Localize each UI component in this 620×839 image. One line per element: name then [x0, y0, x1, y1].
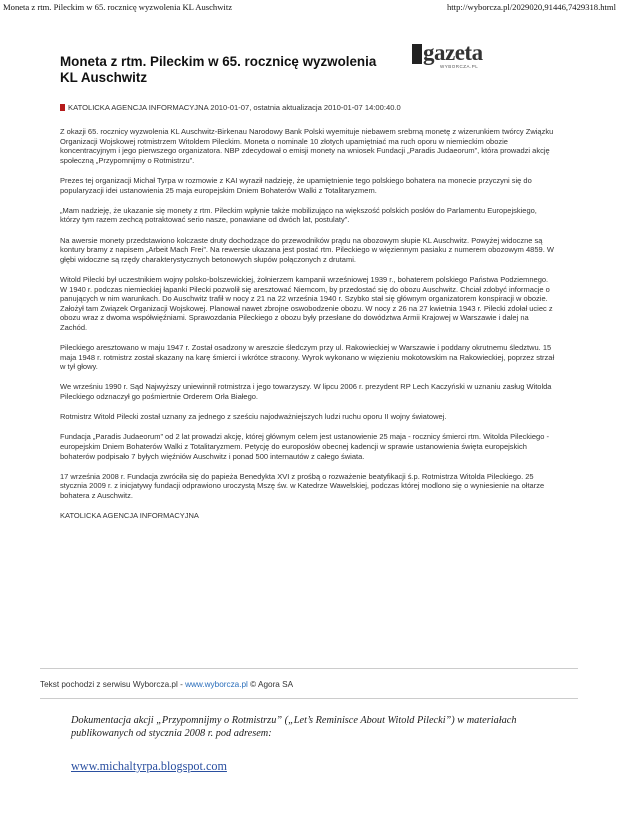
- paragraph: Prezes tej organizacji Michał Tyrpa w rozmowie z KAI wyraził nadzieję, że upamiętnienie tego polskiego bohatera na monecie przyczyni się do popularyzacji idei ustanowienia 25 maja europejskim Dniem Bohaterów Walki z Totalitaryzmem.: [60, 175, 532, 195]
- print-header: [0, 0, 620, 14]
- article-title: Moneta z rtm. Pileckim w 65. rocznicę wyzwolenia KL Auschwitz: [60, 54, 377, 85]
- print-url: http://wyborcza.pl/2029020,91446,7429318.html: [447, 2, 616, 12]
- paragraph: „Mam nadzieję, że ukazanie się monety z rtm. Pileckim wpłynie także mobilizująco na większość polskich posłów do Parlamentu Europejskiego, którzy tym razem zechcą potraktować serio nasze, ponawiane od dwóch lat, postulaty”.: [60, 205, 537, 225]
- documentation-note: Dokumentacja akcji „Przypomnijmy o Rotmistrzu” („Let’s Reminisce About Witold Pilecki”) w materiałach publikowanych od stycznia 2008 r. pod adresem:: [71, 715, 517, 739]
- paragraph: Pileckiego aresztowano w maju 1947 r. Został osadzony w areszcie śledczym przy ul. Rakowieckiej w Warszawie i poddany okrutnemu śledztwu. 15 maja 1948 r. rotmistrz został skazany na karę śmierci i wkrótce stracony. Wyrok wykonano w więzieniu mokotowskim na Rakowieckiej, poprzez strzał w tył głowy.: [60, 343, 555, 372]
- divider: [40, 698, 578, 699]
- paragraph: Z okazji 65. rocznicy wyzwolenia KL Auschwitz-Birkenau Narodowy Bank Polski wyemituje niebawem srebrną monetę z wizerunkiem twórcy Związku Organizacji Wojskowej rotmistrzem Witoldem Pileckim. Moneta o nominale 10 złotych upamiętniać ma ruch oporu w niemieckim obozie koncentracyjnym i jego pierwszego organizatora. NBP zdecydował o emisji monety na wniosek Fundacji „Paradis Judaeorum”, która prowadzi akcję społeczną „Przypomnijmy o Rotmistrzu”.: [60, 127, 554, 165]
- gazeta-logo: [412, 40, 484, 76]
- logo-word: gazeta: [423, 40, 483, 65]
- article-meta: [60, 103, 401, 112]
- paragraph: Na awersie monety przedstawiono kolczaste druty dochodzące do przewodników prądu na obozowym słupie KL Auschwitz. Powyżej widoczne są kontury bramy z napisem „Arbeit Mach Frei”. Na rewersie ukazana jest postać rtm. Pileckiego w więziennym pasiaku z numerem obozowym 4859. W głębi widoczne są rzędy charakterystycznych betonowych słupów połączonych z drutami.: [60, 235, 554, 264]
- logo-block-icon: [412, 44, 422, 64]
- article-body: [60, 127, 555, 531]
- source-prefix: Tekst pochodzi z serwisu Wyborcza.pl -: [40, 680, 186, 689]
- article-source-agency: KATOLICKA AGENCJA INFORMACYJNA: [60, 511, 199, 521]
- source-suffix: © Agora SA: [247, 680, 294, 689]
- logo-subtext: WYBORCZA.PL: [440, 64, 479, 69]
- meta-marker-icon: [60, 104, 65, 111]
- divider: [40, 668, 578, 669]
- print-page-title: Moneta z rtm. Pileckim w 65. rocznicę wyzwolenia KL Auschwitz: [3, 2, 233, 12]
- paragraph: Rotmistrz Witold Pilecki został uznany za jednego z sześciu najodważniejszych ludzi ruchu oporu II wojny światowej.: [60, 412, 447, 422]
- source-line: [40, 680, 293, 689]
- paragraph: Witold Pilecki był uczestnikiem wojny polsko-bolszewickiej, żołnierzem kampanii wrześniowej 1939 r., bohaterem polskiego Państwa Podziemnego. W 1940 r. podczas niemieckiej łapanki Pilecki pozwolił się aresztować Niemcom, by przedostać się do obozu Auschwitz. Chciał zdobyć informacje o panujących w nim warunkach. Do Auschwitz trafił w nocy z 21 na 22 września 1940 r. Szybko stał się głównym organizatorem konspiracji w obozie. Założył tam Związek Organizacji Wojskowej. Planował nawet zbrojne oswobodzenie obozu. W nocy z 26 na 27 kwietnia 1943 r. Pilecki zdołał uciec z obozu wraz z dwoma współwięźniami. Sprawozdania Pileckiego z obozu były przesłane do dowództwa Armii Krajowej w Warszawie i dalej na Zachód.: [60, 274, 553, 332]
- paragraph: 17 września 2008 r. Fundacja zwróciła się do papieża Benedykta XVI z prośbą o rozważenie beatyfikacji ś.p. Rotmistrza Witolda Pileckiego. 25 stycznia 2009 r. z inicjatywy fundacji odprawiono uroczystą Mszę św. w Katedrze Wawelskiej, podczas której modlono się o wyniesienie na ołtarze bohatera z Auschwitz.: [60, 471, 545, 500]
- blog-link[interactable]: www.michaltyrpa.blogspot.com: [71, 759, 227, 773]
- wyborcza-link[interactable]: www.wyborcza.pl: [185, 680, 248, 689]
- paragraph: We wrześniu 1990 r. Sąd Najwyższy uniewinnił rotmistrza i jego towarzyszy. W lipcu 2006 r. prezydent RP Lech Kaczyński w uznaniu zasług Witolda Pileckiego odznaczył go pośmiertnie Orderem Orła Białego.: [60, 382, 552, 402]
- paragraph: Fundacja „Paradis Judaeorum” od 2 lat prowadzi akcję, której głównym celem jest ustanowienie 25 maja - rocznicy śmierci rtm. Witolda Pileckiego - europejskim Dniem Bohaterów Walki z Totalitaryzmem. Petycję do europosłów obecnej kadencji w sprawie ustanowienia święta europejskich bohaterów podpisało 7 byłych więźniów Auschwitz i ponad 500 internautów z całego świata.: [60, 432, 549, 461]
- meta-text: KATOLICKA AGENCJA INFORMACYJNA 2010-01-07, ostatnia aktualizacja 2010-01-07 14:00:40.0: [68, 103, 401, 112]
